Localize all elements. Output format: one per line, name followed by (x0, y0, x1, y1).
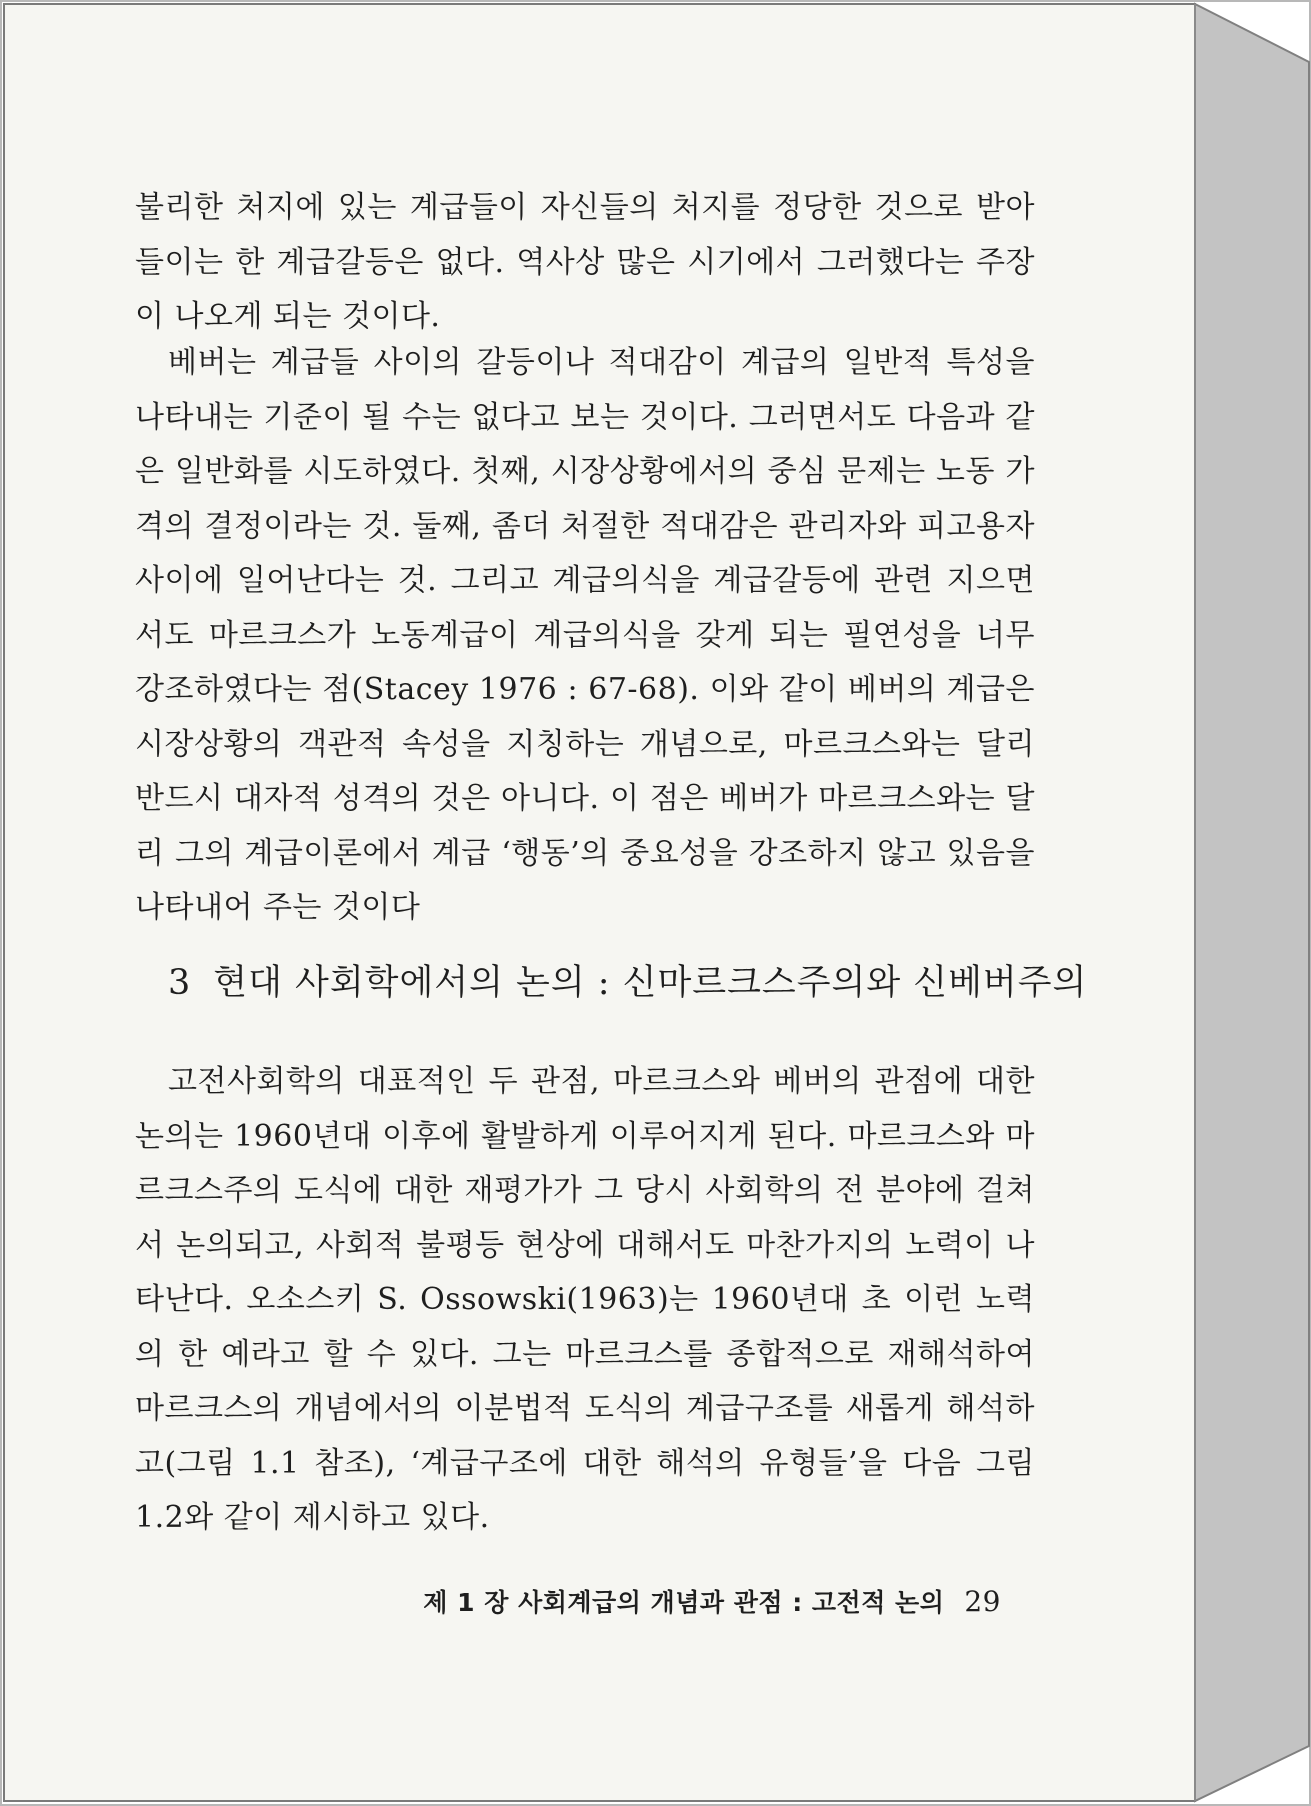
section-heading (168, 955, 1088, 1005)
page-number: 29 (964, 1585, 1001, 1618)
running-footer (423, 1583, 1001, 1619)
section-title: 현대 사회학에서의 논의 : 신마르크스주의와 신베버주의 (213, 963, 1088, 1003)
page-edge-side (1195, 4, 1309, 1801)
section-number: 3 (168, 963, 192, 1003)
running-title: 제 1 장 사회계급의 개념과 관점 : 고전적 논의 (423, 1588, 945, 1617)
paragraph-3: 고전사회학의 대표적인 두 관점, 마르크스와 베버의 관점에 대한 논의는 1960년대 이후에 활발하게 이루어지게 된다. 마르크스와 마르크스주의 도식에 대한 재평가가 그 당시 사회학의 전 분야에 걸쳐서 논의되고, 사회적 불평등 현상에 대해서도 마찬가지의 노력이 나타난다. 오소스키 S. Ossowski(1963)는 1960년대 초 이런 노력의 한 예라고 할 수 있다. 그는 마르크스를 종합적으로 재해석하여 마르크스의 개념에서의 이분법적 도식의 계급구조를 새롭게 해석하고(그림 1.1 참조), ‘계급구조에 대한 해석의 유형들’을 다음 그림 1.2와 같이 제시하고 있다. (135, 1064, 1035, 1535)
paragraph-1: 불리한 처지에 있는 계급들이 자신들의 처지를 정당한 것으로 받아들이는 한 계급갈등은 없다. 역사상 많은 시기에서 그러했다는 주장이 나오게 되는 것이다. (135, 190, 1035, 334)
paragraph-2: 베버는 계급들 사이의 갈등이나 적대감이 계급의 일반적 특성을 나타내는 기준이 될 수는 없다고 보는 것이다. 그러면서도 다음과 같은 일반화를 시도하였다. 첫째, 시장상황에서의 중심 문제는 노동 가격의 결정이라는 것. 둘째, 좀더 처절한 적대감은 관리자와 피고용자 사이에 일어난다는 것. 그리고 계급의식을 계급갈등에 관련 지으면서도 마르크스가 노동계급이 계급의식을 갖게 되는 필연성을 너무 강조하였다는 점(Stacey 1976 : 67-68). 이와 같이 베버의 계급은 시장상황의 객관적 속성을 지칭하는 개념으로, 마르크스와는 달리 반드시 대자적 성격의 것은 아니다. 이 점은 베버가 마르크스와는 달리 그의 계급이론에서 계급 ‘행동’의 중요성을 강조하지 않고 있음을 나타내어 주는 것이다 (135, 345, 1035, 925)
